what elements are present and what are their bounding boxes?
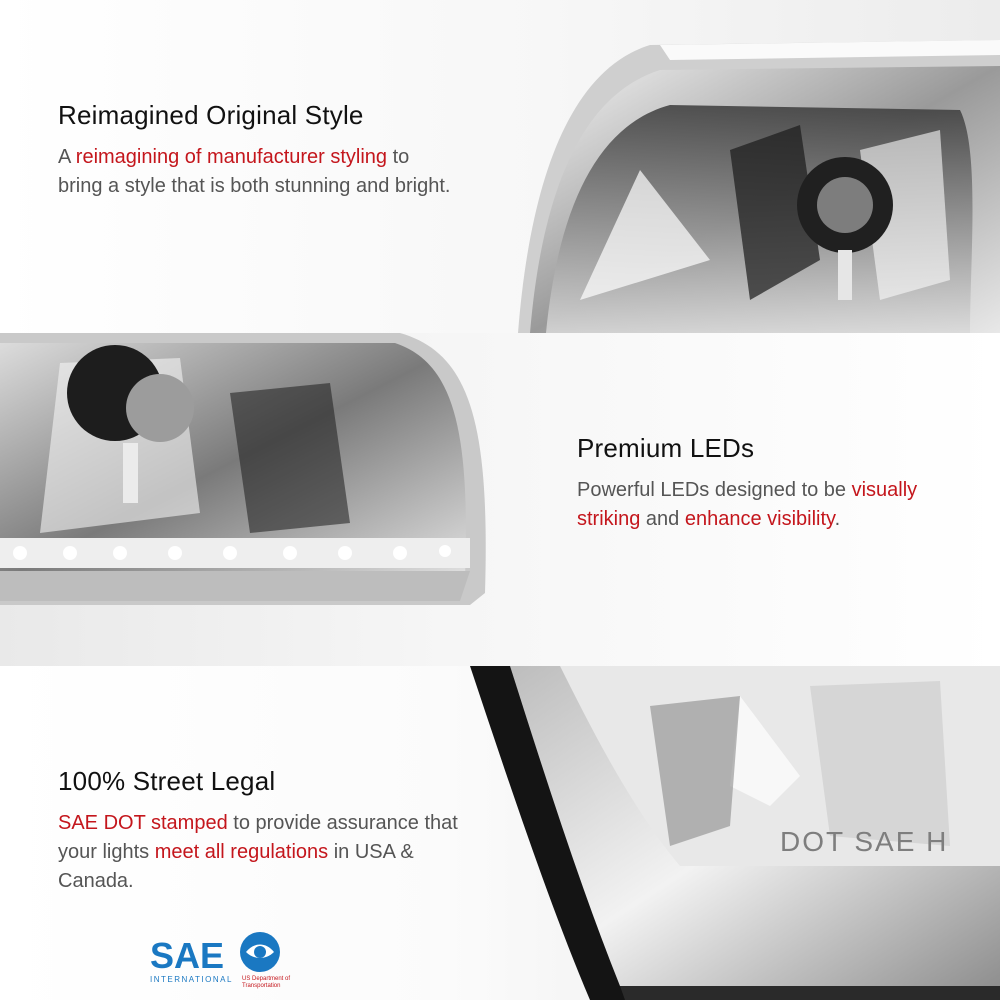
description-text: to bring a style that is both stunning and bright.	[58, 146, 451, 197]
feature-heading: Reimagined Original Style	[58, 100, 364, 130]
sae-international-logo	[150, 935, 233, 984]
feature-text-style	[58, 100, 458, 201]
feature-text-leds	[577, 433, 977, 534]
certification-logos	[150, 930, 300, 990]
feature-text-legal	[58, 766, 458, 896]
us-dot-logo	[240, 932, 290, 989]
description-text: and	[640, 508, 685, 530]
dot-sae-stamp: DOT SAE H	[780, 826, 949, 857]
feature-description	[58, 143, 458, 201]
dot-line2: Transportation	[242, 983, 281, 989]
highlighted-text: reimagining of manufacturer styling	[75, 146, 388, 168]
headlight-stamp-photo	[470, 666, 1000, 1000]
description-text: in USA & Canada.	[58, 841, 414, 892]
dot-line1: US Department of	[242, 976, 291, 982]
highlighted-text: enhance visibility	[684, 508, 835, 530]
description-text: Powerful LEDs designed to be	[577, 479, 852, 501]
feature-heading: Premium LEDs	[577, 433, 755, 463]
feature-panel-style	[0, 0, 1000, 333]
feature-panel-leds	[0, 333, 1000, 666]
highlighted-text: meet all regulations	[154, 841, 329, 863]
sae-mark: SAE	[150, 935, 225, 976]
sae-sub: INTERNATIONAL	[150, 975, 233, 984]
headlight-led-photo	[0, 333, 490, 623]
headlight-front-photo	[500, 0, 1000, 333]
description-text: A	[58, 146, 76, 168]
feature-heading: 100% Street Legal	[58, 766, 276, 796]
highlighted-text: visually striking	[577, 479, 918, 530]
description-text: .	[834, 508, 841, 530]
description-text: to provide assurance that your lights	[58, 812, 458, 863]
logo-row	[150, 930, 300, 990]
highlighted-text: SAE DOT stamped	[58, 812, 228, 834]
feature-description	[58, 809, 458, 896]
feature-description	[577, 476, 977, 534]
